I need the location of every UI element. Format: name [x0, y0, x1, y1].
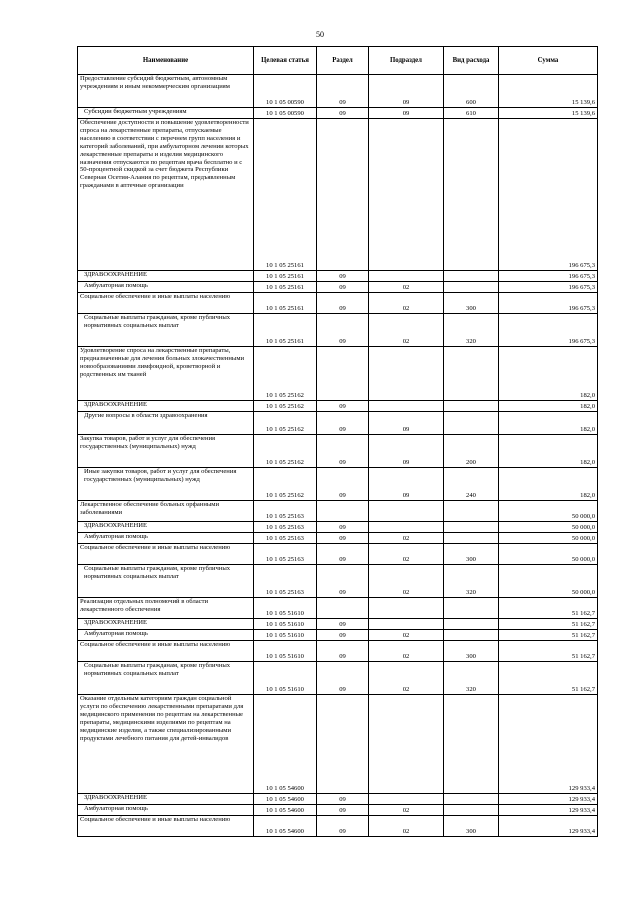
- table-row: [78, 293, 598, 314]
- cell-name: Амбулаторная помощь: [78, 630, 254, 641]
- cell-section: 09: [317, 401, 369, 412]
- cell-section: 09: [317, 794, 369, 805]
- cell-name: Предоставление субсидий бюджетным, автономным учреждениям и иным некоммерческим организациям: [78, 75, 254, 108]
- table-row: [78, 347, 598, 401]
- cell-code: 10 1 05 54600: [254, 816, 317, 837]
- column-header-sum: Сумма: [499, 47, 598, 75]
- cell-code: 10 1 05 54600: [254, 794, 317, 805]
- cell-name: Обеспечение доступности и повышение удовлетворенности спроса на лекарственные препараты, отпускаемые населению в соответствии с перечнем групп населения и категорий заболеваний, при амбулаторном лечении которых лекарственные препараты и изделия медицинского назначения отпускаются по рецептам врача бесплатно и с 50-процентной скидкой за счет бюджета Республики Северная Осетия-Алания по рецептам, предъявленным гражданами в аптечные организации: [78, 119, 254, 271]
- cell-section: 09: [317, 662, 369, 695]
- cell-sum: 15 139,6: [499, 108, 598, 119]
- table-row: [78, 805, 598, 816]
- table-row: [78, 695, 598, 794]
- cell-code: 10 1 05 25162: [254, 347, 317, 401]
- cell-name: ЗДРАВООХРАНЕНИЕ: [78, 401, 254, 412]
- table-row: [78, 468, 598, 501]
- cell-sum: 196 675,3: [499, 271, 598, 282]
- cell-expense-type: 320: [444, 662, 499, 695]
- cell-expense-type: 320: [444, 565, 499, 598]
- cell-section: 09: [317, 271, 369, 282]
- cell-subsection: [369, 347, 444, 401]
- cell-sum: 182,0: [499, 347, 598, 401]
- cell-name: Социальное обеспечение и иные выплаты населению: [78, 816, 254, 837]
- cell-section: [317, 501, 369, 522]
- cell-name: Реализация отдельных полномочий в области лекарственного обеспечения: [78, 598, 254, 619]
- cell-section: 09: [317, 522, 369, 533]
- cell-section: 09: [317, 641, 369, 662]
- cell-subsection: 02: [369, 314, 444, 347]
- cell-code: 10 1 05 25162: [254, 412, 317, 435]
- cell-sum: 196 675,3: [499, 119, 598, 271]
- cell-name: Амбулаторная помощь: [78, 282, 254, 293]
- table-row: [78, 75, 598, 108]
- cell-sum: 182,0: [499, 412, 598, 435]
- cell-subsection: 09: [369, 435, 444, 468]
- cell-section: 09: [317, 630, 369, 641]
- cell-expense-type: 300: [444, 544, 499, 565]
- header-row: [78, 47, 598, 75]
- cell-sum: 50 000,0: [499, 544, 598, 565]
- cell-subsection: 02: [369, 641, 444, 662]
- table-row: [78, 412, 598, 435]
- cell-subsection: 02: [369, 662, 444, 695]
- cell-subsection: [369, 501, 444, 522]
- table-row: [78, 544, 598, 565]
- table-row: [78, 533, 598, 544]
- cell-subsection: 09: [369, 108, 444, 119]
- cell-code: 10 1 05 00590: [254, 75, 317, 108]
- table-body: [78, 75, 598, 837]
- cell-expense-type: 300: [444, 816, 499, 837]
- table-row: [78, 662, 598, 695]
- cell-expense-type: 300: [444, 293, 499, 314]
- cell-code: 10 1 05 25162: [254, 401, 317, 412]
- cell-code: 10 1 05 25161: [254, 282, 317, 293]
- column-header-subsection: Подраздел: [369, 47, 444, 75]
- cell-section: 09: [317, 435, 369, 468]
- cell-sum: 51 162,7: [499, 662, 598, 695]
- cell-subsection: 02: [369, 533, 444, 544]
- table-row: [78, 522, 598, 533]
- cell-code: 10 1 05 51610: [254, 641, 317, 662]
- cell-sum: 182,0: [499, 435, 598, 468]
- cell-subsection: [369, 619, 444, 630]
- cell-name: ЗДРАВООХРАНЕНИЕ: [78, 794, 254, 805]
- cell-sum: 129 933,4: [499, 805, 598, 816]
- cell-subsection: 09: [369, 412, 444, 435]
- cell-code: 10 1 05 54600: [254, 695, 317, 794]
- cell-sum: 196 675,3: [499, 293, 598, 314]
- cell-name: Социальные выплаты гражданам, кроме публичных нормативных социальных выплат: [78, 565, 254, 598]
- cell-sum: 15 139,6: [499, 75, 598, 108]
- cell-section: 09: [317, 816, 369, 837]
- table-row: [78, 630, 598, 641]
- cell-subsection: 09: [369, 75, 444, 108]
- table-row: [78, 565, 598, 598]
- column-header-section: Раздел: [317, 47, 369, 75]
- cell-code: 10 1 05 51610: [254, 598, 317, 619]
- cell-code: 10 1 05 25163: [254, 565, 317, 598]
- cell-code: 10 1 05 25163: [254, 533, 317, 544]
- cell-section: 09: [317, 282, 369, 293]
- table-row: [78, 108, 598, 119]
- cell-sum: 50 000,0: [499, 565, 598, 598]
- cell-section: 09: [317, 75, 369, 108]
- cell-subsection: 02: [369, 805, 444, 816]
- cell-code: 10 1 05 54600: [254, 805, 317, 816]
- column-header-expense-type: Вид расхода: [444, 47, 499, 75]
- cell-code: 10 1 05 00590: [254, 108, 317, 119]
- cell-name: Социальные выплаты гражданам, кроме публичных нормативных социальных выплат: [78, 314, 254, 347]
- cell-sum: 129 933,4: [499, 695, 598, 794]
- cell-subsection: [369, 695, 444, 794]
- table-row: [78, 641, 598, 662]
- cell-expense-type: [444, 695, 499, 794]
- table-row: [78, 435, 598, 468]
- cell-subsection: 02: [369, 630, 444, 641]
- cell-code: 10 1 05 25161: [254, 119, 317, 271]
- cell-name: Оказание отдельным категориям граждан социальной услуги по обеспечению лекарственными препаратами для медицинского применения по рецептам на лекарственные препараты, медицинскими изделиями по рецептам на медицинские изделия, а также специализированными продуктами лечебного питания для детей-инвалидов: [78, 695, 254, 794]
- cell-name: Социальное обеспечение и иные выплаты населению: [78, 293, 254, 314]
- cell-section: [317, 119, 369, 271]
- cell-code: 10 1 05 25161: [254, 293, 317, 314]
- cell-subsection: 02: [369, 293, 444, 314]
- cell-expense-type: [444, 522, 499, 533]
- cell-code: 10 1 05 51610: [254, 662, 317, 695]
- table-row: [78, 598, 598, 619]
- cell-sum: 182,0: [499, 401, 598, 412]
- cell-expense-type: [444, 501, 499, 522]
- cell-section: 09: [317, 544, 369, 565]
- cell-sum: 196 675,3: [499, 314, 598, 347]
- cell-name: Другие вопросы в области здравоохранения: [78, 412, 254, 435]
- cell-subsection: 02: [369, 544, 444, 565]
- cell-expense-type: 300: [444, 641, 499, 662]
- cell-expense-type: [444, 805, 499, 816]
- cell-expense-type: [444, 347, 499, 401]
- cell-code: 10 1 05 25161: [254, 271, 317, 282]
- cell-code: 10 1 05 51610: [254, 619, 317, 630]
- cell-name: Иные закупки товаров, работ и услуг для обеспечения государственных (муниципальных) нужд: [78, 468, 254, 501]
- cell-expense-type: [444, 412, 499, 435]
- cell-sum: 196 675,3: [499, 282, 598, 293]
- cell-code: 10 1 05 25161: [254, 314, 317, 347]
- cell-name: Социальное обеспечение и иные выплаты населению: [78, 544, 254, 565]
- cell-expense-type: [444, 401, 499, 412]
- cell-subsection: 09: [369, 468, 444, 501]
- table-row: [78, 619, 598, 630]
- cell-code: 10 1 05 51610: [254, 630, 317, 641]
- cell-expense-type: 320: [444, 314, 499, 347]
- cell-section: 09: [317, 565, 369, 598]
- cell-subsection: [369, 522, 444, 533]
- cell-code: 10 1 05 25163: [254, 522, 317, 533]
- cell-section: 09: [317, 293, 369, 314]
- cell-sum: 50 000,0: [499, 533, 598, 544]
- cell-sum: 129 933,4: [499, 794, 598, 805]
- cell-section: 09: [317, 108, 369, 119]
- cell-expense-type: 600: [444, 75, 499, 108]
- cell-sum: 51 162,7: [499, 598, 598, 619]
- cell-name: ЗДРАВООХРАНЕНИЕ: [78, 522, 254, 533]
- cell-expense-type: [444, 533, 499, 544]
- table-row: [78, 501, 598, 522]
- cell-code: 10 1 05 25162: [254, 468, 317, 501]
- cell-expense-type: [444, 282, 499, 293]
- cell-sum: 50 000,0: [499, 501, 598, 522]
- table-row: [78, 282, 598, 293]
- cell-section: 09: [317, 619, 369, 630]
- cell-expense-type: [444, 794, 499, 805]
- cell-section: 09: [317, 468, 369, 501]
- cell-expense-type: [444, 619, 499, 630]
- cell-name: Лекарственное обеспечение больных орфанными заболеваниями: [78, 501, 254, 522]
- cell-expense-type: 610: [444, 108, 499, 119]
- cell-section: 09: [317, 533, 369, 544]
- cell-subsection: [369, 271, 444, 282]
- page-number: 50: [316, 30, 324, 39]
- cell-name: Закупка товаров, работ и услуг для обеспечения государственных (муниципальных) нужд: [78, 435, 254, 468]
- cell-subsection: [369, 598, 444, 619]
- cell-section: [317, 347, 369, 401]
- cell-section: 09: [317, 412, 369, 435]
- cell-section: 09: [317, 805, 369, 816]
- cell-subsection: [369, 794, 444, 805]
- cell-subsection: [369, 119, 444, 271]
- cell-sum: 50 000,0: [499, 522, 598, 533]
- table-row: [78, 271, 598, 282]
- cell-subsection: 02: [369, 816, 444, 837]
- cell-code: 10 1 05 25162: [254, 435, 317, 468]
- cell-name: Социальные выплаты гражданам, кроме публичных нормативных социальных выплат: [78, 662, 254, 695]
- cell-section: [317, 598, 369, 619]
- cell-subsection: 02: [369, 282, 444, 293]
- cell-sum: 182,0: [499, 468, 598, 501]
- cell-expense-type: [444, 598, 499, 619]
- cell-sum: 129 933,4: [499, 816, 598, 837]
- cell-sum: 51 162,7: [499, 641, 598, 662]
- cell-expense-type: [444, 630, 499, 641]
- cell-name: ЗДРАВООХРАНЕНИЕ: [78, 619, 254, 630]
- cell-expense-type: 200: [444, 435, 499, 468]
- cell-name: Амбулаторная помощь: [78, 533, 254, 544]
- cell-expense-type: 240: [444, 468, 499, 501]
- cell-section: [317, 695, 369, 794]
- cell-code: 10 1 05 25163: [254, 544, 317, 565]
- cell-name: ЗДРАВООХРАНЕНИЕ: [78, 271, 254, 282]
- cell-sum: 51 162,7: [499, 630, 598, 641]
- table-row: [78, 119, 598, 271]
- cell-name: Социальное обеспечение и иные выплаты населению: [78, 641, 254, 662]
- column-header-code: Целевая статья: [254, 47, 317, 75]
- cell-name: Амбулаторная помощь: [78, 805, 254, 816]
- cell-sum: 51 162,7: [499, 619, 598, 630]
- cell-name: Субсидии бюджетным учреждениям: [78, 108, 254, 119]
- cell-expense-type: [444, 271, 499, 282]
- table-row: [78, 816, 598, 837]
- cell-section: 09: [317, 314, 369, 347]
- table-row: [78, 401, 598, 412]
- cell-subsection: [369, 401, 444, 412]
- cell-expense-type: [444, 119, 499, 271]
- table-row: [78, 314, 598, 347]
- column-header-name: Наименование: [78, 47, 254, 75]
- cell-name: Удовлетворение спроса на лекарственные препараты, предназначенные для лечения больных злокачественными новообразованиями лимфоидной, кроветворной и родственных им тканей: [78, 347, 254, 401]
- cell-subsection: 02: [369, 565, 444, 598]
- cell-code: 10 1 05 25163: [254, 501, 317, 522]
- table-row: [78, 794, 598, 805]
- budget-table: [77, 46, 598, 837]
